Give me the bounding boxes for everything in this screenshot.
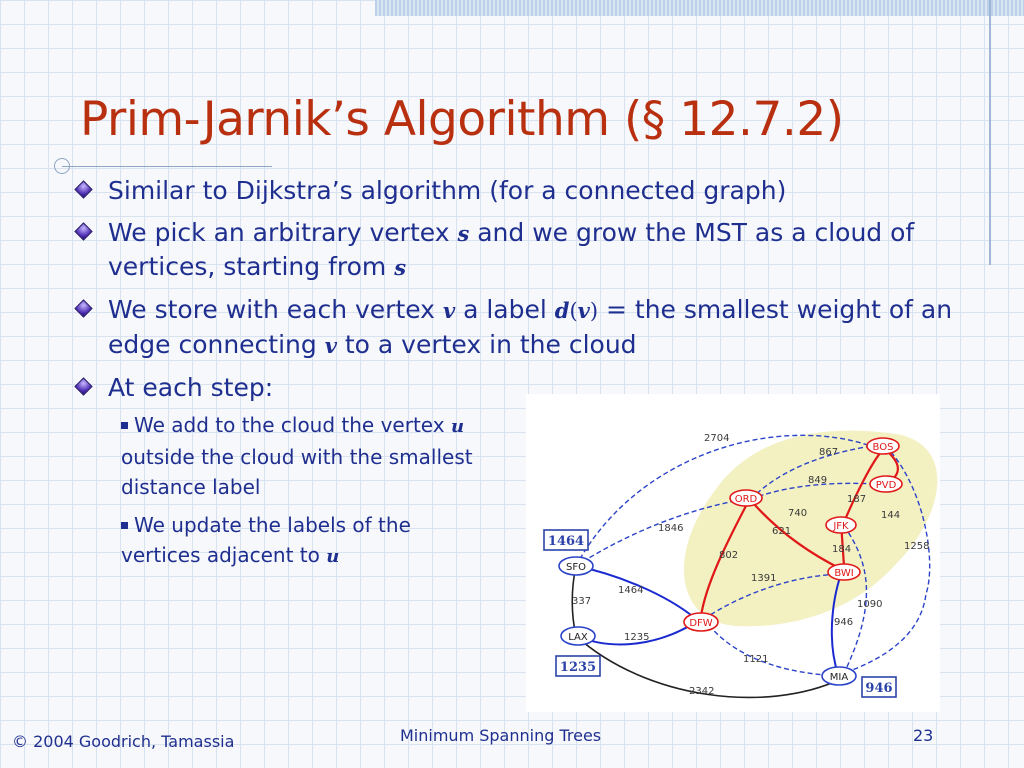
edge-weight-label: 144 [881,510,901,521]
decorative-vertical-line [989,0,991,265]
math-variable: s [394,255,407,280]
diamond-bullet-icon [74,299,92,317]
diamond-bullet-icon [74,377,92,395]
vertex-label: JFK [833,521,849,532]
title-rule-dot [54,158,70,174]
bullet-item [72,174,972,207]
diamond-bullet-icon [74,180,92,198]
footer-page-number: 23 [913,726,934,745]
sub-bullet-item [121,410,481,502]
edge-weight-label: 184 [832,544,852,555]
edge-weight-label: 1121 [743,654,769,665]
vertex-lax [561,627,595,645]
edge-weight-label: 621 [772,526,792,537]
edge-weight-label: 1090 [857,599,883,610]
footer-topic: Minimum Spanning Trees [400,726,602,745]
bullet-item [72,293,972,362]
vertex-bos [867,438,899,454]
edge-weight-label: 802 [719,550,739,561]
mst-graph-svg [526,394,940,712]
distance-label-text: 946 [865,681,893,696]
vertex-label: LAX [568,632,588,643]
distance-label-sfo [544,530,588,550]
vertex-jfk [826,517,856,533]
vertex-label: ORD [734,494,758,505]
distance-label-mia [862,677,896,697]
edge-weight-label: 849 [808,475,828,486]
edge-weight-label: 740 [788,508,808,519]
edge-weight-label: 1235 [624,632,650,643]
sub-bullet-item [121,510,481,572]
edge-weight-label: 1464 [618,585,644,596]
edge-weight-label: 946 [834,617,854,628]
vertex-label: PVD [875,480,897,491]
math-paren: ) [589,299,599,323]
math-variable: s [457,221,470,246]
vertex-label: MIA [829,672,849,683]
decorative-top-band [375,0,1024,16]
math-variable: v [324,333,337,358]
bullet-text: a label [455,295,555,324]
mst-graph-figure [526,394,940,712]
bullet-text: Similar to Dijkstra’s algorithm (for a connected graph) [108,176,787,205]
distance-label-text: 1464 [547,534,585,549]
sub-bullet-list [121,410,481,572]
vertex-mia [822,667,856,685]
sub-bullet-text: We add to the cloud the vertex [134,413,451,437]
edge-weight-label: 187 [847,494,867,505]
bullet-item [72,216,972,284]
vertex-sfo [559,557,593,575]
math-variable: u [450,416,465,437]
slide-title: Prim-Jarnik’s Algorithm (§ 12.7.2) [80,92,844,147]
math-variable: d [554,298,570,323]
bullet-text: = the smallest weight of an edge connecting [108,295,953,359]
square-bullet-icon [121,522,128,529]
bullet-text: We pick an arbitrary vertex [108,218,458,247]
square-bullet-icon [121,422,128,429]
edge-weight-label: 2342 [689,686,715,697]
bullet-text: At each step: [108,373,274,402]
vertex-label: BWI [834,568,854,579]
edge-weight-label: 1846 [658,523,684,534]
bullet-text: We store with each vertex [108,295,443,324]
vertex-ord [730,490,762,506]
bullet-text: and we grow the MST as a cloud of vertices, starting from [108,218,915,281]
edge-weight-label: 337 [572,596,592,607]
vertex-label: BOS [872,442,894,453]
math-variable: u [326,546,340,567]
vertex-pvd [870,476,902,492]
vertex-label: DFW [689,618,713,629]
math-variable: v [577,298,590,323]
vertex-dfw [684,613,718,631]
distance-label-lax [556,656,600,676]
title-rule [62,166,272,167]
vertex-bwi [828,564,860,580]
footer-copyright: © 2004 Goodrich, Tamassia [12,732,235,751]
sub-bullet-text: We update the labels of the vertices adjacent to [121,513,411,567]
math-variable: v [442,298,456,323]
sub-bullet-text: outside the cloud with the smallest distance label [121,445,473,499]
edge-weight-label: 2704 [704,433,730,444]
edge-weight-label: 1391 [751,573,777,584]
vertex-label: SFO [566,562,586,573]
diamond-bullet-icon [74,222,92,240]
edge-weight-label: 1258 [904,541,930,552]
math-paren: ( [569,299,578,323]
bullet-text: to a vertex in the cloud [336,330,637,359]
distance-label-text: 1235 [559,660,597,675]
edge-weight-label: 867 [819,447,839,458]
